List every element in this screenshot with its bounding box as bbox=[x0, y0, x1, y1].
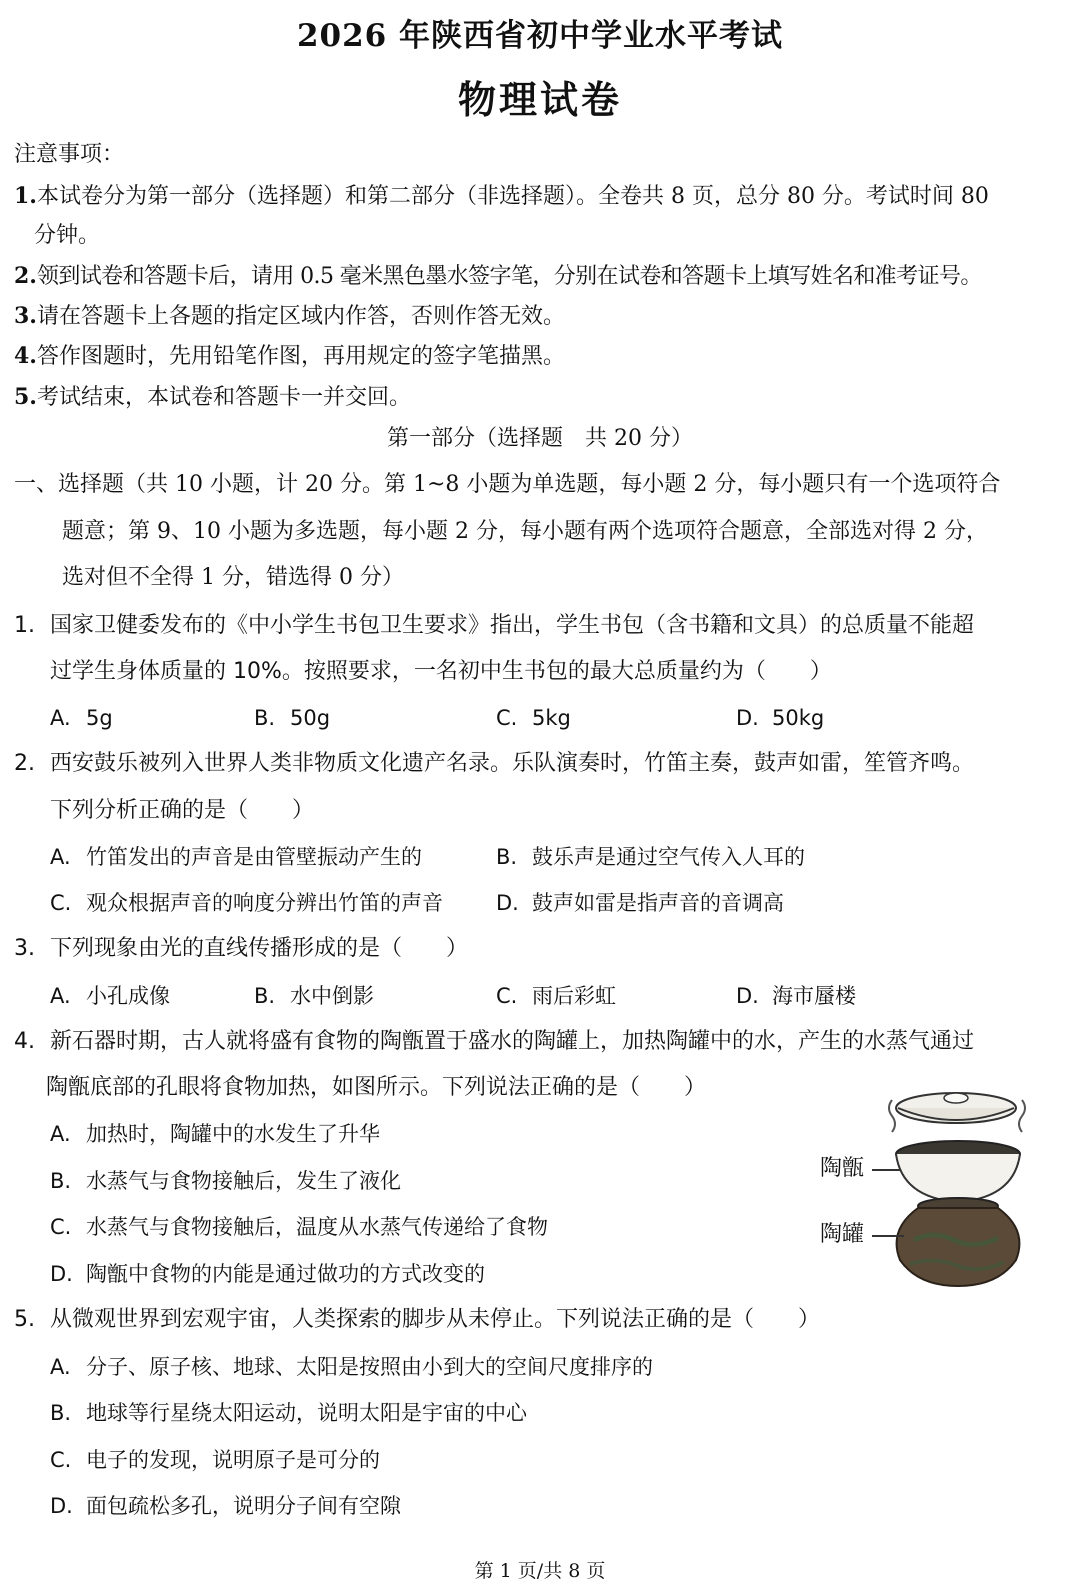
question-text-line: 国家卫健委发布的《中小学生书包卫生要求》指出，学生书包（含书籍和文具）的总质量不能超 bbox=[50, 613, 975, 638]
option-text: 水蒸气与食物接触后，温度从水蒸气传递给了食物 bbox=[86, 1215, 548, 1239]
note-item-1 bbox=[14, 179, 989, 214]
note-text: 领到试卷和答题卡后，请用 0.5 毫米黑色墨水签字笔，分别在试卷和答题卡上填写姓名和准考证号。 bbox=[36, 264, 982, 289]
option-text: 竹笛发出的声音是由管壁振动产生的 bbox=[86, 845, 422, 869]
question-number: 3. bbox=[14, 936, 35, 961]
question-number: 5. bbox=[14, 1307, 35, 1332]
option-key: B. bbox=[50, 1401, 72, 1425]
option-key: B. bbox=[50, 1169, 72, 1193]
question-number: 1. bbox=[14, 613, 35, 638]
option-key: A. bbox=[50, 845, 71, 869]
note-item-1-continued: 分钟。 bbox=[34, 223, 101, 248]
note-text: 考试结束，本试卷和答题卡一并交回。 bbox=[36, 385, 411, 410]
option-a bbox=[50, 979, 170, 1013]
question-text-line: 西安鼓乐被列入世界人类非物质文化遗产名录。乐队演奏时，竹笛主奏，鼓声如雷，笙管齐鸣。 bbox=[50, 751, 975, 776]
option-key: C. bbox=[50, 1215, 72, 1239]
option-text: 5g bbox=[86, 706, 113, 730]
exam-title: 2026 年陕西省初中学业水平考试 bbox=[296, 18, 784, 54]
option-a bbox=[50, 1117, 380, 1151]
note-text: 本试卷分为第一部分（选择题）和第二部分（非选择题）。全卷共 8 页，总分 80 分。考试时间 80 bbox=[36, 184, 989, 209]
option-a bbox=[50, 701, 113, 735]
option-text: 地球等行星绕太阳运动，说明太阳是宇宙的中心 bbox=[86, 1401, 527, 1425]
option-text: 雨后彩虹 bbox=[532, 984, 616, 1008]
option-c bbox=[496, 979, 616, 1013]
option-text: 水中倒影 bbox=[290, 984, 374, 1008]
question-number: 2. bbox=[14, 751, 35, 776]
option-key: D. bbox=[736, 706, 759, 730]
option-key: A. bbox=[50, 1355, 71, 1379]
option-text: 鼓乐声是通过空气传入人耳的 bbox=[532, 845, 805, 869]
note-text: 答作图题时，先用铅笔作图，再用规定的签字笔描黑。 bbox=[36, 344, 565, 369]
question-text-line: 新石器时期，古人就将盛有食物的陶甑置于盛水的陶罐上，加热陶罐中的水，产生的水蒸气通过 bbox=[50, 1029, 975, 1054]
option-d bbox=[496, 886, 784, 920]
option-key: B. bbox=[254, 706, 276, 730]
section-instructions-line-1: 一、选择题（共 10 小题，计 20 分。第 1~8 小题为单选题，每小题 2 分，每小题只有一个选项符合 bbox=[14, 472, 1001, 497]
option-text: 海市蜃楼 bbox=[772, 984, 856, 1008]
option-text: 50kg bbox=[772, 706, 825, 730]
section-instructions-line-2: 题意；第 9、10 小题为多选题，每小题 2 分，每小题有两个选项符合题意，全部选对得 2 分， bbox=[62, 519, 988, 544]
option-b bbox=[254, 979, 374, 1013]
note-number: 2. bbox=[14, 263, 37, 289]
option-a bbox=[50, 840, 422, 874]
option-text: 小孔成像 bbox=[86, 984, 170, 1008]
option-c bbox=[50, 1443, 380, 1477]
option-b bbox=[50, 1164, 401, 1198]
option-text: 面包疏松多孔，说明分子间有空隙 bbox=[86, 1494, 401, 1518]
option-text: 加热时，陶罐中的水发生了升华 bbox=[86, 1122, 380, 1146]
note-number: 5. bbox=[14, 384, 37, 410]
figure-label-guan: 陶罐 bbox=[820, 1222, 865, 1247]
question-text-line: 下列分析正确的是（ ） bbox=[50, 798, 315, 823]
question-text-line: 下列现象由光的直线传播形成的是（ ） bbox=[50, 936, 469, 961]
option-d bbox=[736, 701, 824, 735]
figure-label-zeng: 陶甑 bbox=[820, 1156, 865, 1181]
option-key: A. bbox=[50, 1122, 71, 1146]
option-key: C. bbox=[50, 1448, 72, 1472]
option-b bbox=[50, 1396, 527, 1430]
option-key: B. bbox=[496, 845, 518, 869]
page-footer: 第 1 页/共 8 页 bbox=[474, 1560, 606, 1582]
note-item-5 bbox=[14, 380, 411, 415]
note-number: 4. bbox=[14, 343, 37, 369]
note-item-4 bbox=[14, 339, 565, 374]
option-a bbox=[50, 1350, 653, 1384]
section-instructions-line-3: 选对但不全得 1 分，错选得 0 分） bbox=[62, 565, 404, 590]
note-item-3 bbox=[14, 299, 565, 334]
option-key: D. bbox=[736, 984, 759, 1008]
option-c bbox=[50, 1210, 548, 1244]
option-key: D. bbox=[496, 891, 519, 915]
notes-heading: 注意事项： bbox=[14, 142, 125, 167]
option-key: C. bbox=[50, 891, 72, 915]
note-item-2 bbox=[14, 259, 982, 294]
option-c bbox=[50, 886, 443, 920]
note-number: 1. bbox=[14, 183, 37, 209]
option-d bbox=[736, 979, 856, 1013]
option-key: D. bbox=[50, 1262, 73, 1286]
note-number: 3. bbox=[14, 303, 37, 329]
option-c bbox=[496, 701, 571, 735]
option-key: C. bbox=[496, 984, 518, 1008]
question-text-line: 从微观世界到宏观宇宙，人类探索的脚步从未停止。下列说法正确的是（ ） bbox=[50, 1307, 821, 1332]
part-heading: 第一部分（选择题 共 20 分） bbox=[387, 426, 693, 451]
question-number: 4. bbox=[14, 1029, 35, 1054]
steamer-pot-illustration bbox=[818, 1080, 1056, 1290]
option-key: B. bbox=[254, 984, 276, 1008]
option-b bbox=[496, 840, 805, 874]
option-b bbox=[254, 701, 330, 735]
option-key: D. bbox=[50, 1494, 73, 1518]
option-key: A. bbox=[50, 706, 71, 730]
note-text: 请在答题卡上各题的指定区域内作答，否则作答无效。 bbox=[36, 304, 565, 329]
option-d bbox=[50, 1257, 485, 1291]
option-text: 50g bbox=[290, 706, 331, 730]
exam-subtitle: 物理试卷 bbox=[457, 77, 622, 122]
option-text: 鼓声如雷是指声音的音调高 bbox=[532, 891, 784, 915]
option-text: 分子、原子核、地球、太阳是按照由小到大的空间尺度排序的 bbox=[86, 1355, 653, 1379]
option-text: 陶甑中食物的内能是通过做功的方式改变的 bbox=[86, 1262, 485, 1286]
steamer-pot-figure bbox=[818, 1080, 1056, 1290]
option-text: 水蒸气与食物接触后，发生了液化 bbox=[86, 1169, 401, 1193]
question-text-line: 过学生身体质量的 10%。按照要求，一名初中生书包的最大总质量约为（ ） bbox=[50, 659, 832, 684]
option-d bbox=[50, 1489, 401, 1523]
question-text-line: 陶甑底部的孔眼将食物加热，如图所示。下列说法正确的是（ ） bbox=[46, 1075, 707, 1100]
option-text: 观众根据声音的响度分辨出竹笛的声音 bbox=[86, 891, 443, 915]
option-text: 5kg bbox=[532, 706, 571, 730]
option-text: 电子的发现，说明原子是可分的 bbox=[86, 1448, 380, 1472]
option-key: A. bbox=[50, 984, 71, 1008]
option-key: C. bbox=[496, 706, 518, 730]
